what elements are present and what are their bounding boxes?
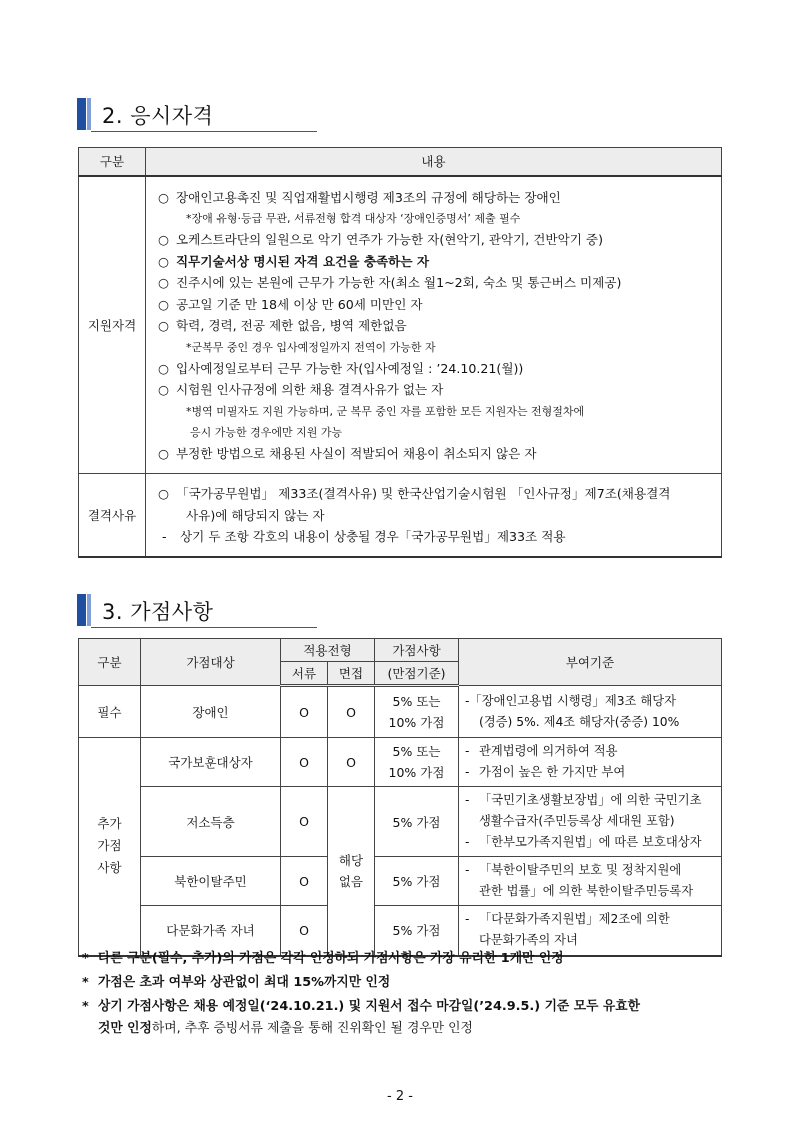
section-3-title: 3. 가점사항 bbox=[102, 600, 214, 624]
header-stage: 적용전형 bbox=[281, 639, 375, 662]
row-target: 다문화가족 자녀 bbox=[141, 906, 281, 956]
heading-underline bbox=[91, 627, 317, 628]
row-target: 국가보훈대상자 bbox=[141, 738, 281, 787]
header-points-line1: 가점사항 bbox=[375, 639, 459, 662]
list-item: ○ 오케스트라단의 일원으로 악기 연주가 가능한 자(현악기, 관악기, 건반악기 중) bbox=[158, 232, 603, 247]
list-item: ○ 직무기술서상 명시된 자격 요건을 충족하는 자 bbox=[158, 253, 430, 269]
list-item: - 상기 두 조항 각호의 내용이 상충될 경우「국가공무원법」제33조 적용 bbox=[162, 528, 566, 544]
list-item: ○ 부정한 방법으로 채용된 사실이 적발되어 채용이 취소되지 않은 자 bbox=[158, 445, 537, 461]
list-item: ○ 진주시에 있는 본원에 근무가 가능한 자(최소 월1~2회, 숙소 및 통근버스 미제공) bbox=[158, 275, 622, 290]
list-note: *군복무 중인 경우 입사예정일까지 전역이 가능한 자 bbox=[186, 340, 436, 354]
row-points: 5% 또는 10% 가점 bbox=[375, 738, 459, 787]
row-points: 5% 가점 bbox=[375, 787, 459, 857]
table-row bbox=[79, 787, 722, 857]
row-doc: O bbox=[281, 787, 328, 857]
section-3-heading bbox=[77, 594, 317, 628]
row-label: 결격사유 bbox=[79, 474, 146, 558]
row-target: 북한이탈주민 bbox=[141, 857, 281, 906]
row-criteria: - 「국민기초생활보장법」에 의한 국민기초 생활수급자(주민등록상 세대원 포함) - 「한부모가족지원법」에 따른 보호대상자 bbox=[459, 787, 722, 857]
list-item-continuation: 사유)에 해당되지 않는 자 bbox=[186, 507, 325, 523]
row-doc: O bbox=[281, 857, 328, 906]
row-points: 5% 또는 10% 가점 bbox=[375, 686, 459, 738]
row-points: 5% 가점 bbox=[375, 906, 459, 956]
footnote-1: * 다른 구분(필수, 추가)의 가점은 각각 인정하되 가점사항은 가장 유리한 1개만 인정 bbox=[82, 951, 564, 966]
row-interview: O bbox=[328, 738, 375, 787]
row-category: 필수 bbox=[79, 686, 141, 738]
heading-accent-bar bbox=[77, 594, 86, 626]
heading-accent-bar-light bbox=[87, 98, 91, 130]
eligibility-content bbox=[146, 176, 722, 474]
page-number: - 2 - bbox=[387, 1089, 413, 1104]
row-category-additional: 추가 가점 사항 bbox=[79, 738, 141, 956]
row-target: 저소득층 bbox=[141, 787, 281, 857]
section-2-heading bbox=[77, 98, 317, 132]
heading-accent-bar bbox=[77, 98, 86, 130]
list-note: *병역 미필자도 지원 가능하며, 군 복무 중인 자를 포함한 모든 지원자는 전형절차에 bbox=[186, 404, 585, 418]
table-row bbox=[79, 686, 722, 738]
list-note: *장애 유형·등급 무관, 서류전형 합격 대상자 ‘장애인증명서’ 제출 필수 bbox=[186, 212, 521, 225]
disqualification-content bbox=[146, 474, 722, 558]
bonus-points-table bbox=[78, 638, 722, 957]
list-item: ○ 시험원 인사규정에 의한 채용 결격사유가 없는 자 bbox=[158, 382, 444, 397]
row-criteria: - 관계법령에 의거하여 적용 - 가점이 높은 한 가지만 부여 bbox=[459, 738, 722, 787]
footnote-2: * 가점은 초과 여부와 상관없이 최대 15%까지만 인정 bbox=[82, 975, 391, 990]
heading-underline bbox=[91, 131, 317, 132]
header-interview: 면접 bbox=[328, 662, 375, 686]
row-points: 5% 가점 bbox=[375, 857, 459, 906]
list-item: ○ 공고일 기준 만 18세 이상 만 60세 미만인 자 bbox=[158, 296, 423, 312]
table-row bbox=[79, 857, 722, 906]
row-doc: O bbox=[281, 738, 328, 787]
header-category: 구분 bbox=[79, 639, 141, 686]
row-criteria: - 「북한이탈주민의 보호 및 정착지원에 관한 법률」에 의한 북한이탈주민등록자 bbox=[459, 857, 722, 906]
header-category: 구분 bbox=[79, 148, 146, 176]
table-row bbox=[79, 176, 722, 474]
list-note: 응시 가능한 경우에만 지원 가능 bbox=[190, 425, 343, 439]
row-doc: O bbox=[281, 686, 328, 738]
list-item: ○ 학력, 경력, 전공 제한 없음, 병역 제한없음 bbox=[158, 318, 407, 333]
footnote-3: * 상기 가점사항은 채용 예정일(‘24.10.21.) 및 지원서 접수 마감일(’24.9.5.) 기준 모두 유효한 것만 인정하며, 추후 증빙서류 제출을 통해 진위확인 될 경우만 인정 bbox=[82, 999, 641, 1036]
header-doc: 서류 bbox=[281, 662, 328, 686]
list-item: ○ 장애인고용촉진 및 직업재활법시행령 제3조의 규정에 해당하는 장애인 bbox=[158, 189, 561, 205]
row-doc: O bbox=[281, 906, 328, 956]
table-row bbox=[79, 738, 722, 787]
header-target: 가점대상 bbox=[141, 639, 281, 686]
header-points-line2: (만점기준) bbox=[375, 662, 459, 686]
list-item: ○ 입사예정일로부터 근무 가능한 자(입사예정일 : ’24.10.21(월)) bbox=[158, 360, 524, 376]
row-label: 지원자격 bbox=[79, 176, 146, 474]
header-content: 내용 bbox=[146, 148, 722, 176]
table-row bbox=[79, 474, 722, 558]
eligibility-table bbox=[78, 147, 722, 558]
row-interview: O bbox=[328, 686, 375, 738]
row-criteria: - 「다문화가족지원법」제2조에 의한 다문화가족의 자녀 bbox=[459, 906, 722, 956]
list-item: ○ 「국가공무원법」 제33조(결격사유) 및 한국산업기술시험원 「인사규정」제7조(채용결격 bbox=[158, 486, 671, 501]
heading-accent-bar-light bbox=[87, 594, 91, 626]
section-2-title: 2. 응시자격 bbox=[102, 104, 214, 128]
row-criteria: -「장애인고용법 시행령」제3조 해당자 (경증) 5%. 제4조 해당자(중증) 10% bbox=[459, 686, 722, 738]
row-interview-na: 해당 없음 bbox=[328, 787, 375, 956]
row-target: 장애인 bbox=[141, 686, 281, 738]
header-criteria: 부여기준 bbox=[459, 639, 722, 686]
